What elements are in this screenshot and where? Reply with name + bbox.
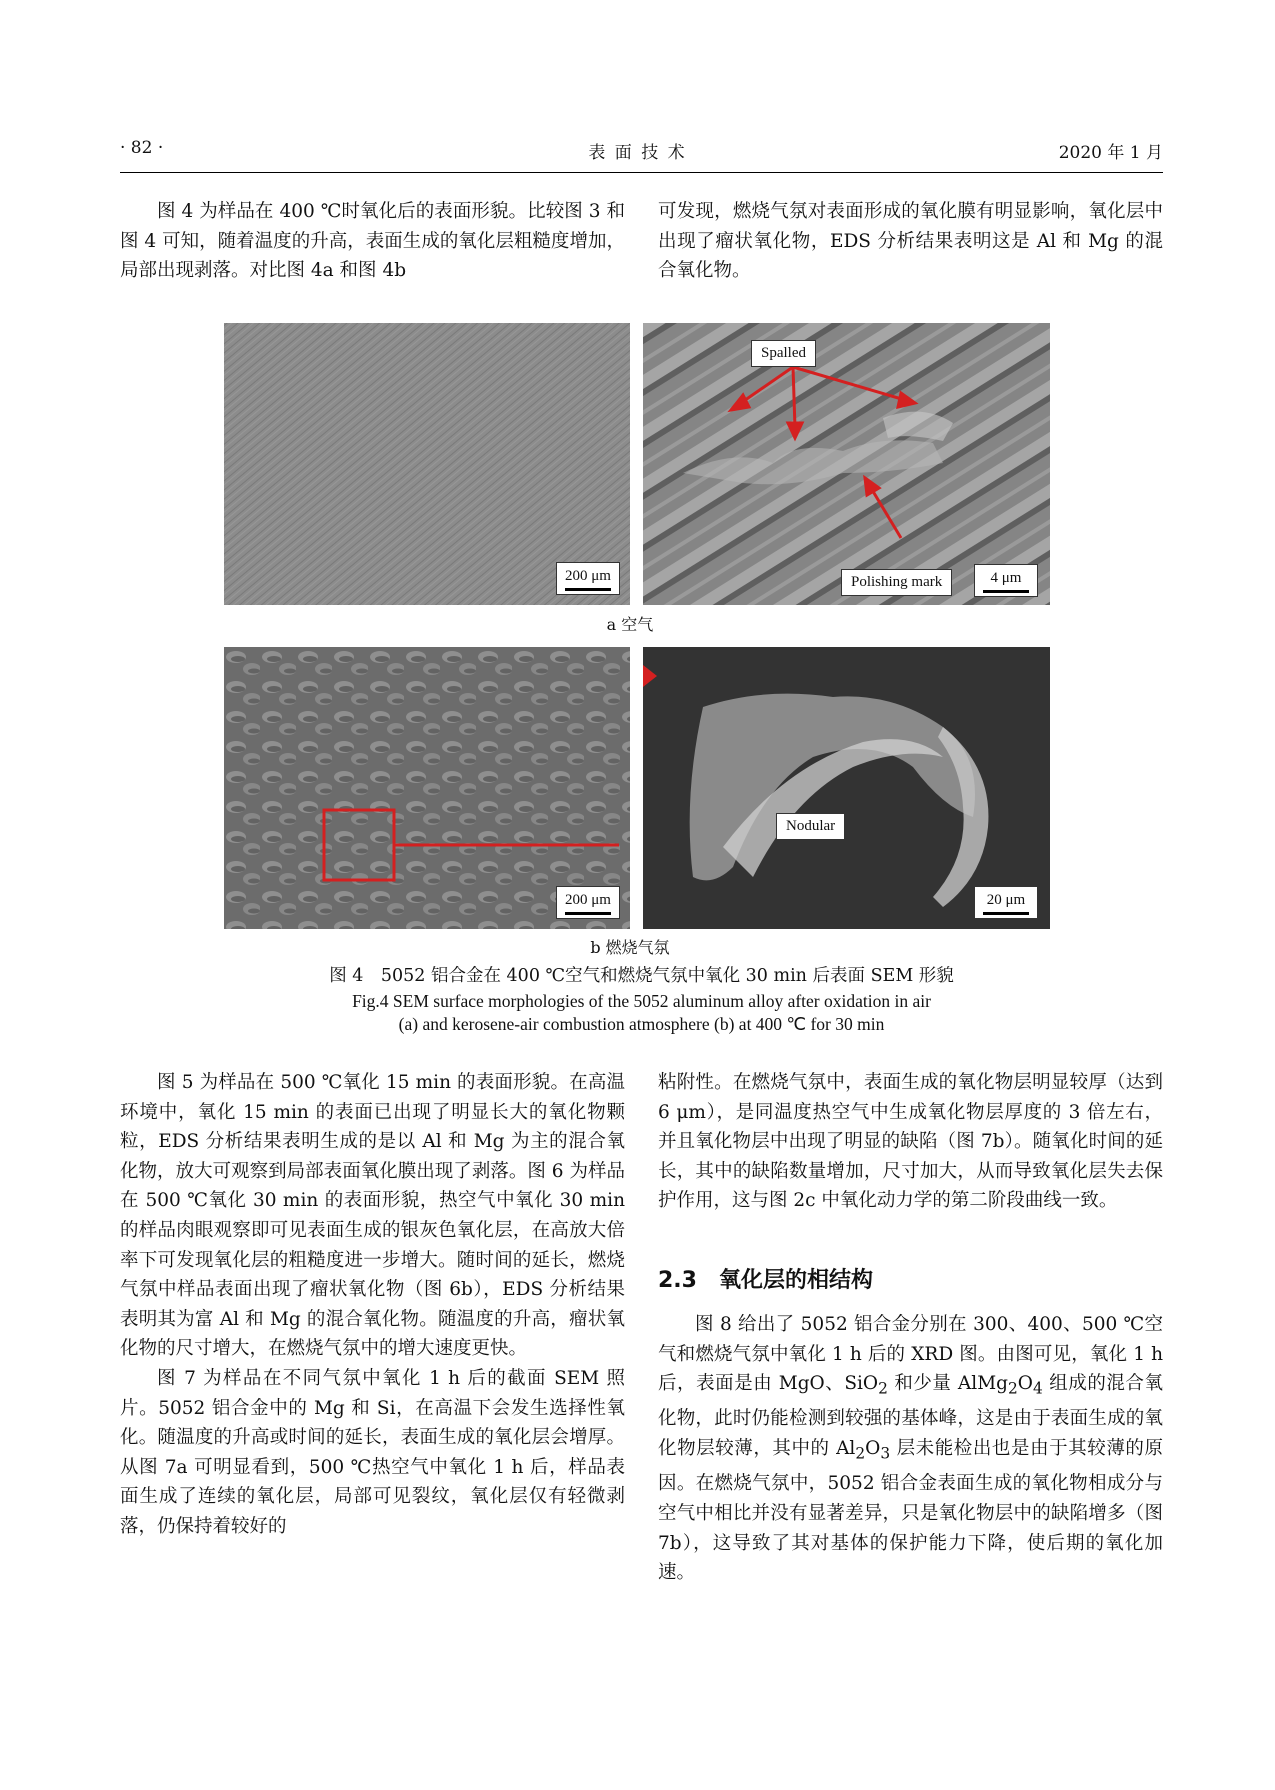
paragraph: 粘附性。在燃烧气氛中，表面生成的氧化物层明显较厚（达到 6 μm），是同温度热空气中生成氧化物层厚度的 3 倍左右，并且氧化物层中出现了明显的缺陷（图 7b）。随氧化时间的延长，其中的缺陷数量增加，尺寸加大，从而导致氧化层失去保护作用，这与图 2c 中氧化动力学的第二阶段曲线一致。 — [658, 1072, 1163, 1212]
paragraph: 图 4 为样品在 400 ℃时氧化后的表面形貌。比较图 3 和图 4 可知，随着温度的升高，表面生成的氧化层粗糙度增加，局部出现剥落。对比图 4a 和图 4b — [120, 201, 625, 282]
sem-image-a-right — [643, 323, 1050, 605]
scale-bar: 4 μm — [974, 564, 1038, 597]
section-heading: 2.3 氧化层的相结构 — [658, 1268, 873, 1293]
sem-image-b-left — [224, 647, 630, 929]
figure-caption-en-2: (a) and kerosene-air combustion atmosphere (b) at 400 ℃ for 30 min — [398, 1014, 885, 1034]
right-column — [658, 1068, 1163, 1216]
figure-caption-en-1: Fig.4 SEM surface morphologies of the 5052 aluminum alloy after oxidation in air — [352, 991, 931, 1011]
top-right-text — [658, 197, 1163, 286]
label-nodular: Nodular — [776, 813, 845, 840]
subcaption-b: b 燃烧气氛 — [590, 938, 670, 957]
paragraph: 可发现，燃烧气氛对表面形成的氧化膜有明显影响，氧化层中出现了瘤状氧化物，EDS 分析结果表明这是 Al 和 Mg 的混合氧化物。 — [658, 201, 1163, 282]
page-number: · 82 · — [120, 138, 164, 158]
scale-bar: 200 μm — [556, 886, 620, 919]
journal-title: 表 面 技 术 — [588, 143, 687, 163]
left-column — [120, 1068, 625, 1542]
issue-date: 2020 年 1 月 — [1058, 143, 1163, 163]
subcaption-a: a 空气 — [606, 615, 654, 634]
label-spalled: Spalled — [751, 340, 816, 367]
paragraph: 图 5 为样品在 500 ℃氧化 15 min 的表面形貌。在高温环境中，氧化 15 min 的表面已出现了明显长大的氧化物颗粒，EDS 分析结果表明生成的是以 Al 和 Mg 为主的混合氧化物，放大可观察到局部表面氧化膜出现了剥落。图 6 为样品在 500 ℃氧化 30 min 的表面形貌，热空气中氧化 30 min 的样品肉眼观察即可见表面生成的银灰色氧化层，在高放大倍率下可发现氧化层的粗糙度进一步增大。随时间的延长，燃烧气氛中样品表面出现了瘤状氧化物（图 6b），EDS 分析结果表明其为富 Al 和 Mg 的混合氧化物。随温度的升高，瘤状氧化物的尺寸增大，在燃烧气氛中的增大速度更快。 — [120, 1072, 625, 1360]
scale-bar: 20 μm — [974, 886, 1038, 919]
paragraph: 图 8 给出了 5052 铝合金分别在 300、400、500 ℃空气和燃烧气氛中氧化 1 h 后的 XRD 图。由图可见，氧化 1 h 后，表面是由 MgO、SiO$_2$ 和少量 $AlMg_2O_4$ 组成的混合氧化物，此时仍能检测到较强的基体峰，这是由于表面生成的氧化物层较薄，其中的 $Al_2O_3$ 层未能检出也是由于其较薄的原因。在燃烧气氛中，5052 铝合金表面生成的氧化物相成分与空气中相比并没有显著差异，只是氧化物层中的缺陷增多（图 7b），这导致了其对基体的保护能力下降，使后期的氧化加速。 — [658, 1314, 1163, 1584]
label-polishing-mark: Polishing mark — [841, 569, 952, 596]
right-column-section — [658, 1310, 1163, 1588]
top-left-text — [120, 197, 625, 286]
figure-caption-cn: 图 4 5052 铝合金在 400 ℃空气和燃烧气氛中氧化 30 min 后表面 SEM 形貌 — [329, 966, 954, 986]
header-rule — [120, 172, 1163, 173]
scale-bar: 200 μm — [556, 562, 620, 595]
sem-image-b-right — [643, 647, 1050, 929]
sem-image-a-left — [224, 323, 630, 605]
paragraph: 图 7 为样品在不同气氛中氧化 1 h 后的截面 SEM 照片。5052 铝合金中的 Mg 和 Si，在高温下会发生选择性氧化。随温度的升高或时间的延长，表面生成的氧化层会增厚。从图 7a 可明显看到，500 ℃热空气中氧化 1 h 后，样品表面生成了连续的氧化层，局部可见裂纹，氧化层仅有轻微剥落，仍保持着较好的 — [120, 1367, 625, 1537]
